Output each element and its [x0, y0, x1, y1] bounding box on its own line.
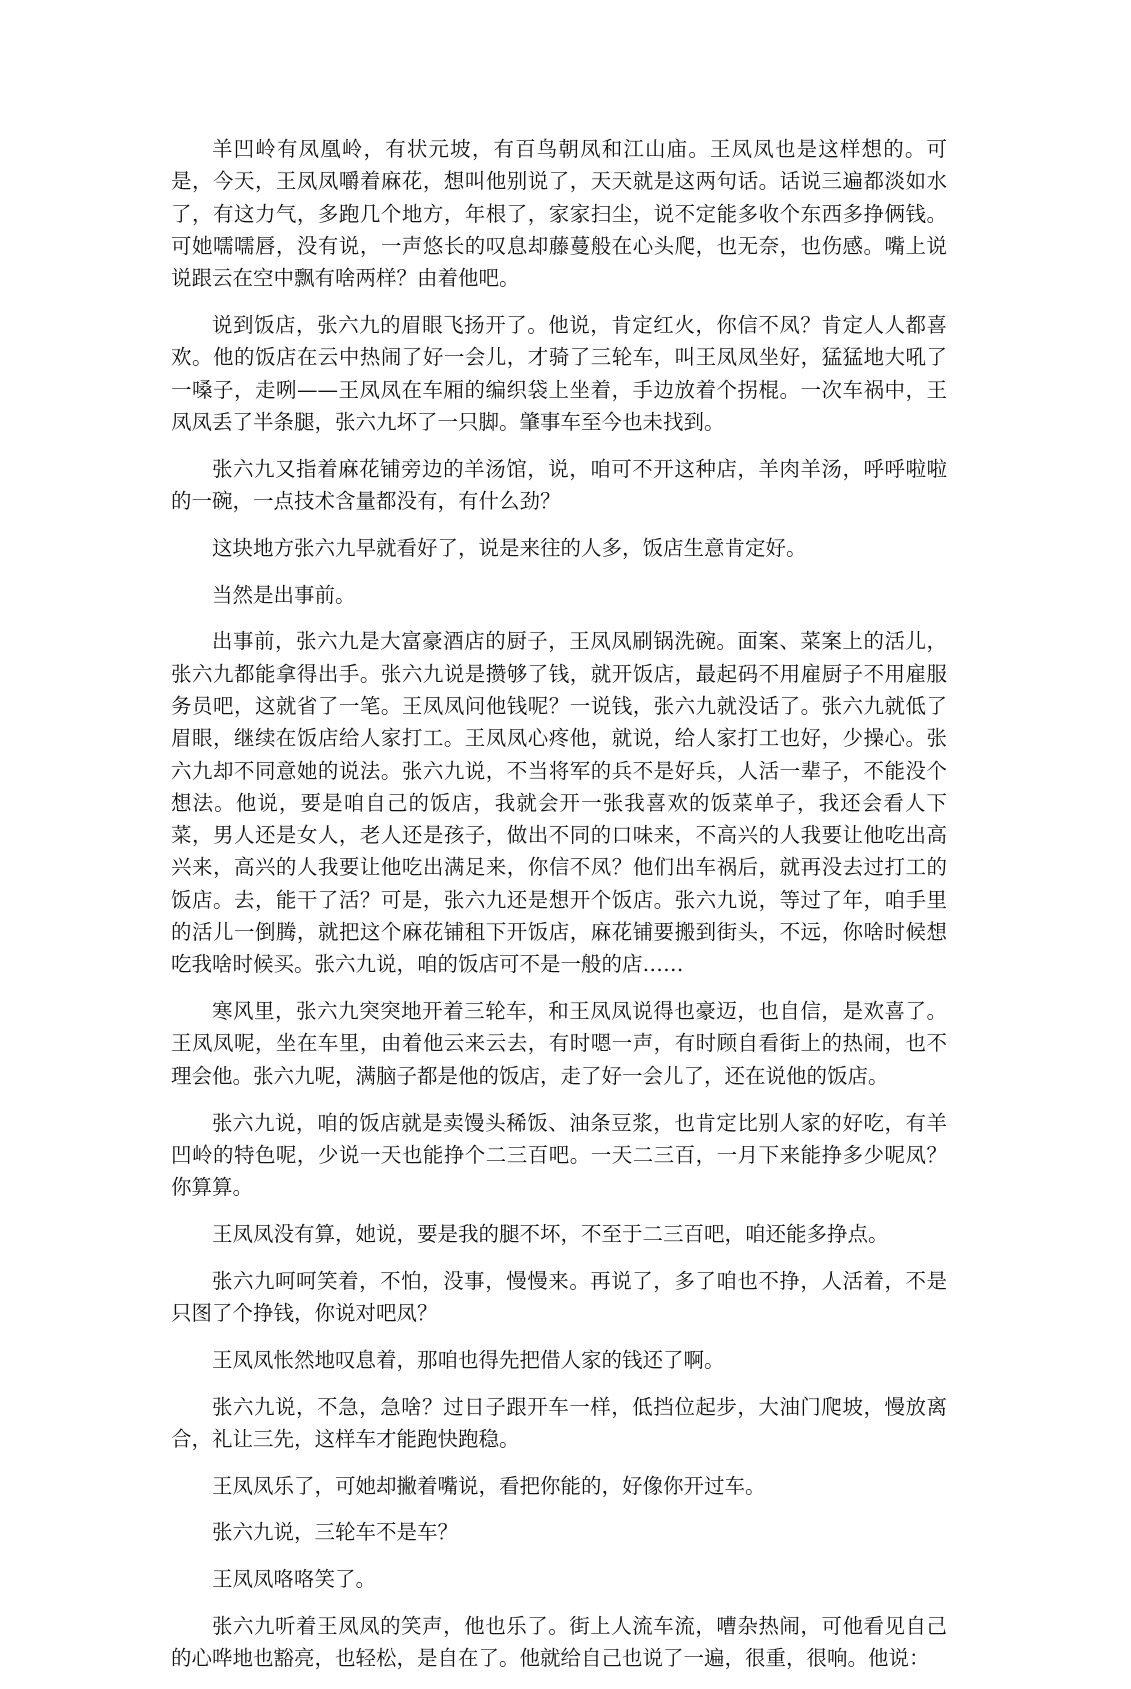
paragraph: 羊凹岭有凤凰岭，有状元坡，有百鸟朝凤和江山庙。王凤凤也是这样想的。可是，今天，王凤凤嚼着麻花，想叫他别说了，天天就是这两句话。话说三遍都淡如水了，有这力气，多跑几个地方，年根了，家家扫尘，说不定能多收个东西多挣俩钱。可她嚅嚅唇，没有说，一声悠长的叹息却藤蔓般在心头爬，也无奈，也伤感。嘴上说说跟云在空中飘有啥两样？由着他吧。	[171, 137, 947, 291]
paragraph: 说到饭店，张六九的眉眼飞扬开了。他说，肯定红火，你信不凤？肯定人人都喜欢。他的饭店在云中热闹了好一会儿，才骑了三轮车，叫王凤凤坐好，猛猛地大吼了一嗓子，走咧——王凤凤在车厢的编织袋上坐着，手边放着个拐棍。一次车祸中，王凤凤丢了半条腿，张六九坏了一只脚。肇事车至今也未找到。	[171, 312, 947, 434]
paragraph: 这块地方张六九早就看好了，说是来往的人多，饭店生意肯定好。	[212, 535, 807, 560]
paragraph: 王凤凤没有算，她说，要是我的腿不坏，不至于二三百吧，咱还能多挣点。	[212, 1221, 889, 1246]
paragraph: 张六九听着王凤凤的笑声，他也乐了。街上人流车流，嘈杂热闹，可他看见自己的心哗地也豁亮，也轻松，是自在了。他就给自己也说了一遍，很重，很响。他说：	[171, 1614, 947, 1671]
paragraph: 张六九说，咱的饭店就是卖馒头稀饭、油条豆浆，也肯定比别人家的好吃，有羊凹岭的特色呢，少说一天也能挣个二三百吧。一天二三百，一月下来能挣多少呢凤？你算算。	[171, 1110, 947, 1200]
paragraph: 张六九说，不急，急啥？过日子跟开车一样，低挡位起步，大油门爬坡，慢放离合，礼让三先，这样车才能跑快跑稳。	[171, 1394, 947, 1451]
paragraph: 当然是出事前。	[212, 582, 356, 607]
paragraph: 出事前，张六九是大富豪酒店的厨子，王凤凤刷锅洗碗。面案、菜案上的活儿，张六九都能拿得出手。张六九说是攒够了钱，就开饭店，最起码不用雇厨子不用雇服务员吧，这就省了一笔。王凤凤问他钱呢？一说钱，张六九就没话了。张六九就低了眉眼，继续在饭店给人家打工。王凤凤心疼他，就说，给人家打工也好，少操心。张六九却不同意她的说法。张六九说，不当将军的兵不是好兵，人活一辈子，不能没个想法。他说，要是咱自己的饭店，我就会开一张我喜欢的饭菜单子，我还会看人下菜，男人还是女人，老人还是孩子，做出不同的口味来，不高兴的人我要让他吃出高兴来，高兴的人我要让他吃出满足来，你信不凤？他们出车祸后，就再没去过打工的饭店。去，能干了活？可是，张六九还是想开个饭店。张六九说，等过了年，咱手里的活儿一倒腾，就把这个麻花铺租下开饭店，麻花铺要搬到街头，不远，你啥时候想吃我啥时候买。张六九说，咱的饭店可不是一般的店……	[171, 629, 947, 977]
paragraph: 王凤凤乐了，可她却撇着嘴说，看把你能的，好像你开过车。	[212, 1473, 766, 1498]
story-text	[171, 133, 947, 1689]
paragraph: 张六九呵呵笑着，不怕，没事，慢慢来。再说了，多了咱也不挣，人活着，不是只图了个挣钱，你说对吧凤？	[171, 1268, 947, 1325]
paragraph: 寒风里，张六九突突地开着三轮车，和王凤凤说得也豪迈，也自信，是欢喜了。王凤凤呢，坐在车里，由着他云来云去，有时嗯一声，有时顾自看街上的热闹，也不理会他。张六九呢，满脑子都是他的饭店，走了好一会儿了，还在说他的饭店。	[171, 999, 947, 1088]
paragraph: 张六九说，三轮车不是车？	[212, 1520, 458, 1545]
paragraph: 张六九又指着麻花铺旁边的羊汤馆，说，咱可不开这种店，羊肉羊汤，呼呼啦啦的一碗，一点技术含量都没有，有什么劲？	[171, 456, 947, 513]
paragraph: 王凤凤怅然地叹息着，那咱也得先把借人家的钱还了啊。	[212, 1347, 725, 1372]
paragraph: 王凤凤咯咯笑了。	[212, 1567, 376, 1592]
